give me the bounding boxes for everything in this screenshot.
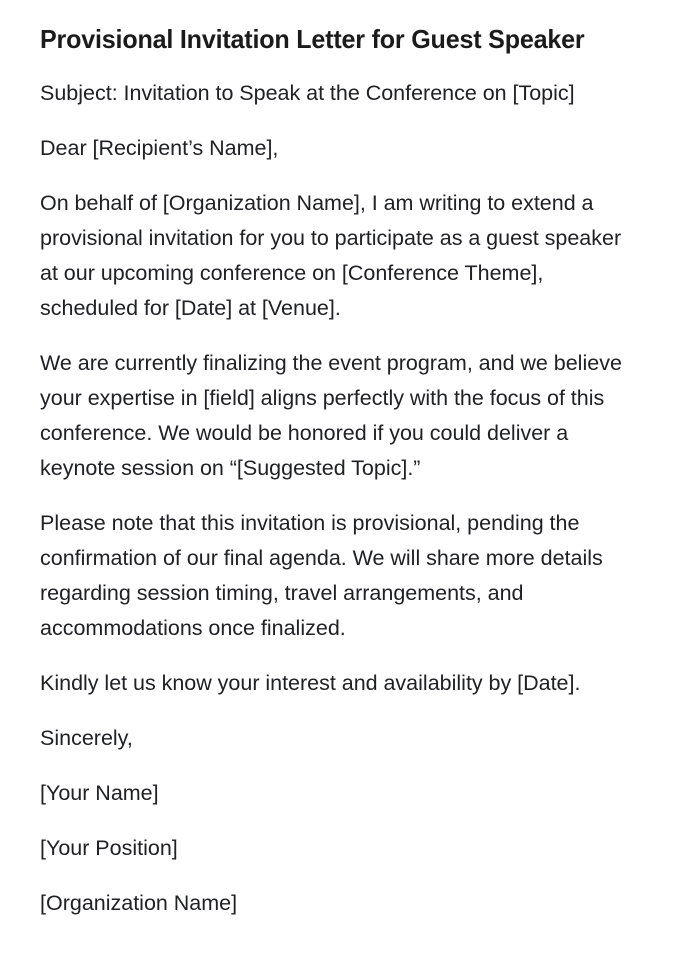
letter-body — [40, 76, 628, 921]
closing-salutation: Sincerely, — [40, 726, 133, 750]
body-paragraph-3: Please note that this invitation is provisional, pending the confirmation of our final agenda. We will share more details regarding session timing, travel arrangements, and accommodations once finalized. — [40, 511, 603, 640]
page-title: Provisional Invitation Letter for Guest Speaker — [40, 24, 585, 54]
call-to-action-paragraph: Kindly let us know your interest and availability by [Date]. — [40, 671, 581, 695]
subject-line: Subject: Invitation to Speak at the Conference on [Topic] — [40, 81, 575, 105]
body-paragraph-1: On behalf of [Organization Name], I am writing to extend a provisional invitation for you to participate as a guest speaker at our upcoming conference on [Conference Theme], scheduled for [Date] at [Venue]. — [40, 191, 622, 320]
signature-position: [Your Position] — [40, 836, 178, 860]
signature-name: [Your Name] — [40, 781, 159, 805]
salutation: Dear [Recipient’s Name], — [40, 136, 279, 160]
signature-organization: [Organization Name] — [40, 891, 238, 915]
body-paragraph-2: We are currently finalizing the event program, and we believe your expertise in [field] aligns perfectly with the focus of this conference. We would be honored if you could deliver a keynote session on “[Suggested Topic].” — [40, 351, 622, 480]
